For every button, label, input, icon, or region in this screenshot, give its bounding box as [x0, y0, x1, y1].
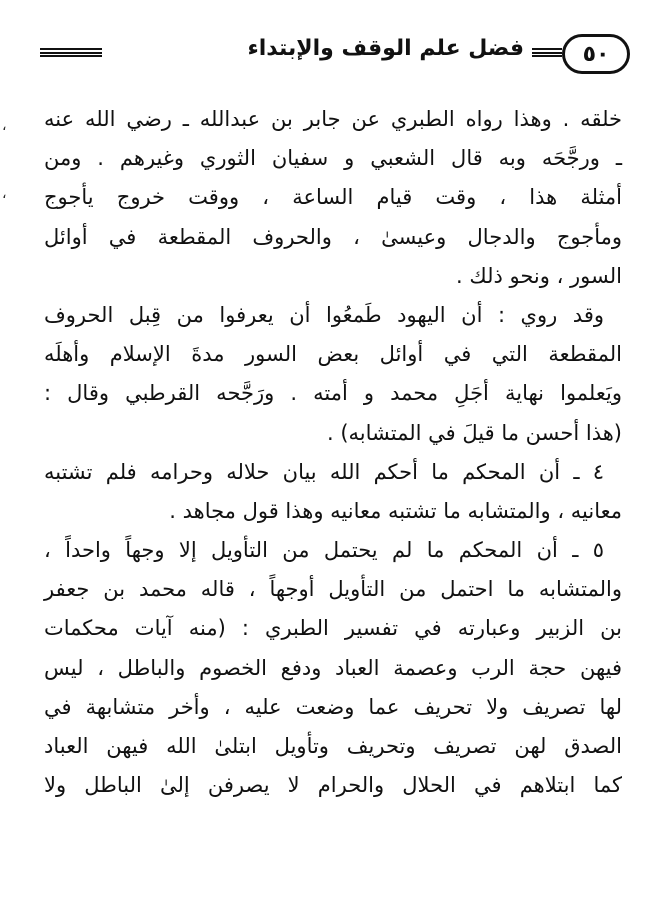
- text-line: ومأجوج والدجال وعيسىٰ ، والحروف المقطعة في أوائل: [44, 224, 622, 249]
- text-line: (هذا أحسن ما قيلَ في المتشابه) .: [327, 420, 622, 445]
- text-line: معانيه ، والمتشابه ما تشتبه معانيه وهذا قول مجاهد .: [169, 498, 622, 523]
- text-line: السور ، ونحو ذلك .: [456, 263, 622, 288]
- margin-mark: ،: [2, 118, 7, 134]
- text-line: وقد روي : أن اليهود طَمعُوا أن يعرفوا من قِبل الحروف: [44, 302, 604, 327]
- page-header: [40, 28, 630, 80]
- text-line: ـ ورجَّحَه وبه قال الشعبي و سفيان الثوري وغيرهم . ومن: [44, 146, 622, 171]
- text-line: بن الزبير وعبارته في تفسير الطبري : (منه آيات محكمات: [44, 616, 622, 641]
- text-line: ويَعلموا نهاية أجَلِ محمد و أمته . ورَجَّحه القرطبي وقال :: [44, 381, 622, 406]
- text-line: فيهن حجة الرب وعصمة العباد ودفع الخصوم والباطل ، ليس: [44, 655, 622, 680]
- header-rule-left: [40, 48, 102, 57]
- text-line: ٤ ـ أن المحكم ما أحكم الله بيان حلاله وحرامه فلم تشتبه: [44, 459, 604, 484]
- text-line: والمتشابه ما احتمل من التأويل أوجهاً ، قاله محمد بن جعفر: [44, 577, 622, 602]
- text-line: لها تصريف ولا تحريف عما وضعت عليه ، وأخر متشابهة في: [44, 694, 622, 719]
- text-line: خلقه . وهذا رواه الطبري عن جابر بن عبدالله ـ رضي الله عنه: [44, 107, 622, 131]
- text-line: ٥ ـ أن المحكم ما لم يحتمل من التأويل إلا وجهاً واحداً ،: [44, 538, 604, 563]
- text-line: أمثلة هذا ، وقت قيام الساعة ، ووقت خروج يأجوج: [44, 185, 622, 210]
- margin-mark: ،: [2, 186, 7, 202]
- text-line: الصدق لهن تصريف وتحريف وتأويل ابتلىٰ الله فيهن العباد: [44, 734, 622, 758]
- running-title: فضل علم الوقف والإبتداء: [240, 36, 533, 61]
- body-text: [44, 100, 622, 805]
- text-line: كما ابتلاهم في الحلال والحرام لا يصرفن إلىٰ الباطل ولا: [44, 773, 622, 798]
- page-number-badge: ٥٠: [562, 34, 630, 74]
- text-line: المقطعة التي في أوائل بعض السور مدةَ الإسلام وأهلَه: [44, 342, 622, 367]
